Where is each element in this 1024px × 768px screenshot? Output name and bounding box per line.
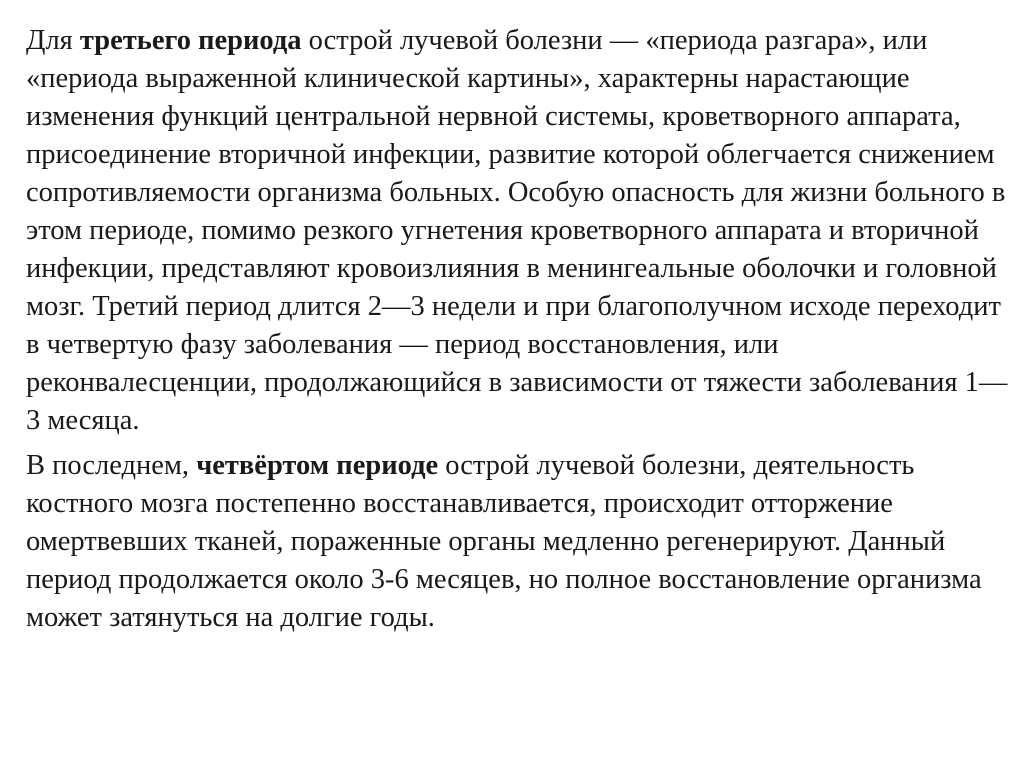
- paragraph1-text-rest: острой лучевой болезни — «периода разгара», или «периода выраженной клинической картины», характерны нарастающие изменения функций центральной нервной системы, кроветворного аппарата, присоединение вторичной инфекции, развитие которой облегчается снижением сопротивляемости организма больных. Особую опасность для жизни больного в этом периоде, помимо резкого угнетения кроветворного аппарата и вторичной инфекции, представляют кровоизлияния в менингеальные оболочки и головной мозг. Третий период длится 2—3 недели и при благополучном исходе переходит в четвертую фазу заболевания — период восстановления, или реконвалесценции, продолжающийся в зависимости от тяжести заболевания 1—3 месяца.: [26, 25, 1008, 436]
- text-block: [26, 22, 1016, 637]
- paragraph-third-period: [26, 22, 1016, 440]
- paragraph-fourth-period: [26, 447, 1016, 637]
- paragraph1-text-start: Для: [26, 25, 80, 56]
- paragraph1-bold-term: третьего периода: [79, 25, 302, 56]
- paragraph2-text-start: В последнем,: [26, 450, 197, 481]
- paragraph2-text-rest: острой лучевой болезни, деятельность костного мозга постепенно восстанавливается, происходит отторжение омертвевших тканей, пораженные органы медленно регенерируют. Данный период продолжается около 3-6 месяцев, но полное восстановление организма может затянуться на долгие годы.: [26, 450, 982, 633]
- paragraph2-bold-term: четвёртом периоде: [196, 450, 439, 481]
